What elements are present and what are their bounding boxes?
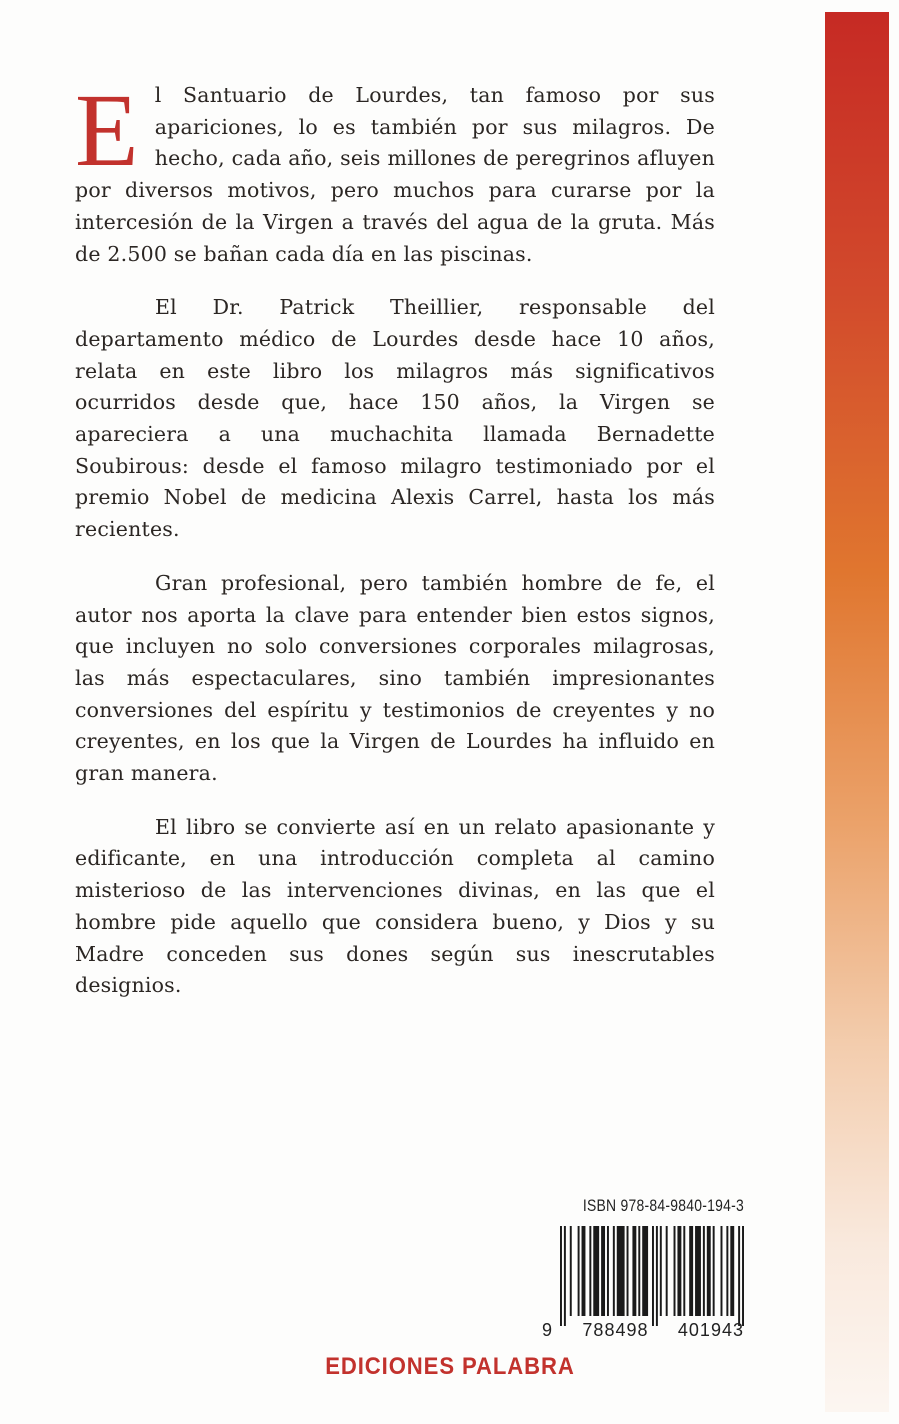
barcode-digit-group-1: 788498 [582,1320,649,1340]
blurb-paragraph-1 [75,73,715,270]
barcode-bar [660,1226,662,1316]
barcode-bar [652,1226,654,1326]
barcode-bar [666,1226,668,1316]
blurb-text [75,73,715,1024]
barcode-bar [589,1226,591,1316]
barcode-bar [642,1226,648,1316]
barcode-bar [613,1226,615,1316]
barcode-bar [703,1226,705,1316]
barcode-bar [593,1226,599,1316]
blurb-paragraph-1-text: l Santuario de Lourdes, tan famoso por sus apariciones, lo es también por sus milagros. De hecho, cada año, seis millones de peregrinos afluyen por diversos motivos, pero muchos para curarse por la intercesión de la Virgen a través del agua de la gruta. Más de 2.500 se bañan cada día en las piscinas. [75,83,715,266]
barcode-bar [607,1226,609,1316]
barcode-bar [560,1226,562,1326]
barcode-bar [713,1226,715,1316]
barcode-bar [707,1226,711,1316]
barcode-bar [656,1226,658,1326]
barcode-bar [601,1226,605,1316]
barcode-bar [638,1226,640,1316]
barcode-bar [617,1226,625,1316]
blurb-paragraph-2: El Dr. Patrick Theillier, responsable del departamento médico de Lourdes desde hace 10 años, relata en este libro los milagros más significativos ocurridos desde que, hace 150 años, la Virgen se apareciera a una muchachita llamada Bernadette Soubirous: desde el famoso milagro testimoniado por el premio Nobel de medicina Alexis Carrel, hasta los más recientes. [75,295,715,542]
barcode-bar [627,1226,629,1316]
barcode-bar [632,1226,636,1316]
drop-cap: E [75,73,139,188]
barcode-digits [542,1320,744,1341]
side-gradient-stripe [825,12,889,1412]
barcode-bar [677,1226,681,1316]
barcode-bar [674,1226,676,1316]
barcode-first-digit: 9 [542,1320,554,1340]
barcode-bar [578,1226,580,1316]
barcode-bar [730,1226,734,1316]
blurb-paragraph-3: Gran profesional, pero también hombre de fe, el autor nos aporta la clave para entender bien estos signos, que incluyen no solo conversiones corporales milagrosas, las más espectaculares, sino también impresionantes conversiones del espíritu y testimonios de creyentes y no creyentes, en los que la Virgen de Lourdes ha influido en gran manera. [75,570,715,786]
barcode-block [542,1196,744,1356]
publisher-name: EDICIONES PALABRA [325,1353,575,1380]
barcode-bar [683,1226,685,1316]
barcode-bar [721,1226,723,1316]
barcode-bar [570,1226,572,1316]
barcode-bar [564,1226,566,1326]
barcode-image [560,1226,744,1326]
barcode-bar [742,1226,744,1326]
barcode-bar [726,1226,728,1316]
barcode-bar [695,1226,701,1316]
barcode-digit-group-2: 401943 [677,1320,744,1340]
blurb-paragraph-4: El libro se convierte así en un relato apasionante y edificante, en una introducción completa al camino misterioso de las intervenciones divinas, en las que el hombre pide aquello que considera bueno, y Dios y su Madre conceden sus dones según sus inescrutables designios. [75,814,715,998]
barcode-bar [582,1226,586,1316]
barcode-bar [689,1226,693,1316]
isbn-label: ISBN 978-84-9840-194-3 [582,1196,744,1215]
barcode-bar [738,1226,740,1326]
